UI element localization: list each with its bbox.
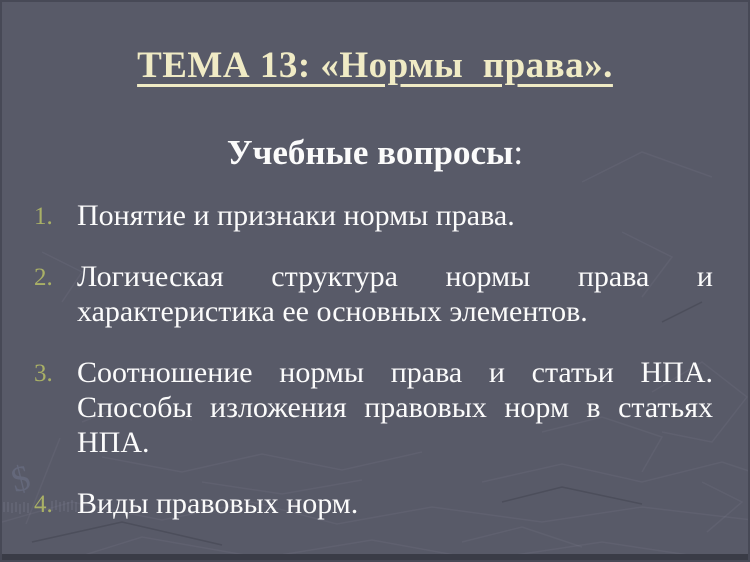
item-number: 3.	[34, 360, 53, 387]
bottom-strip	[2, 554, 748, 560]
slide-title: ТЕМА 13: «Нормы права».	[137, 45, 613, 86]
subtitle-colon: :	[513, 133, 524, 172]
slide-content	[2, 44, 748, 521]
item-text: Виды правовых норм.	[77, 487, 359, 520]
questions-list	[32, 198, 713, 521]
list-item	[32, 259, 713, 329]
item-text: Понятие и признаки нормы права.	[77, 199, 515, 232]
item-number: 2.	[34, 264, 53, 291]
dollar-watermark: $	[6, 456, 35, 501]
item-number: 1.	[34, 203, 53, 230]
subtitle	[2, 133, 748, 173]
subtitle-text: Учебные вопросы	[226, 133, 514, 172]
item-number: 4.	[34, 491, 53, 518]
list-item	[32, 355, 713, 460]
item-text: Соотношение нормы права и статьи НПА. Способы изложения правовых норм в статьях НПА.	[77, 356, 713, 459]
list-item	[32, 198, 713, 233]
list-item	[32, 486, 713, 521]
item-text: Логическая структура нормы права и характеристика ее основных элементов.	[77, 260, 713, 328]
